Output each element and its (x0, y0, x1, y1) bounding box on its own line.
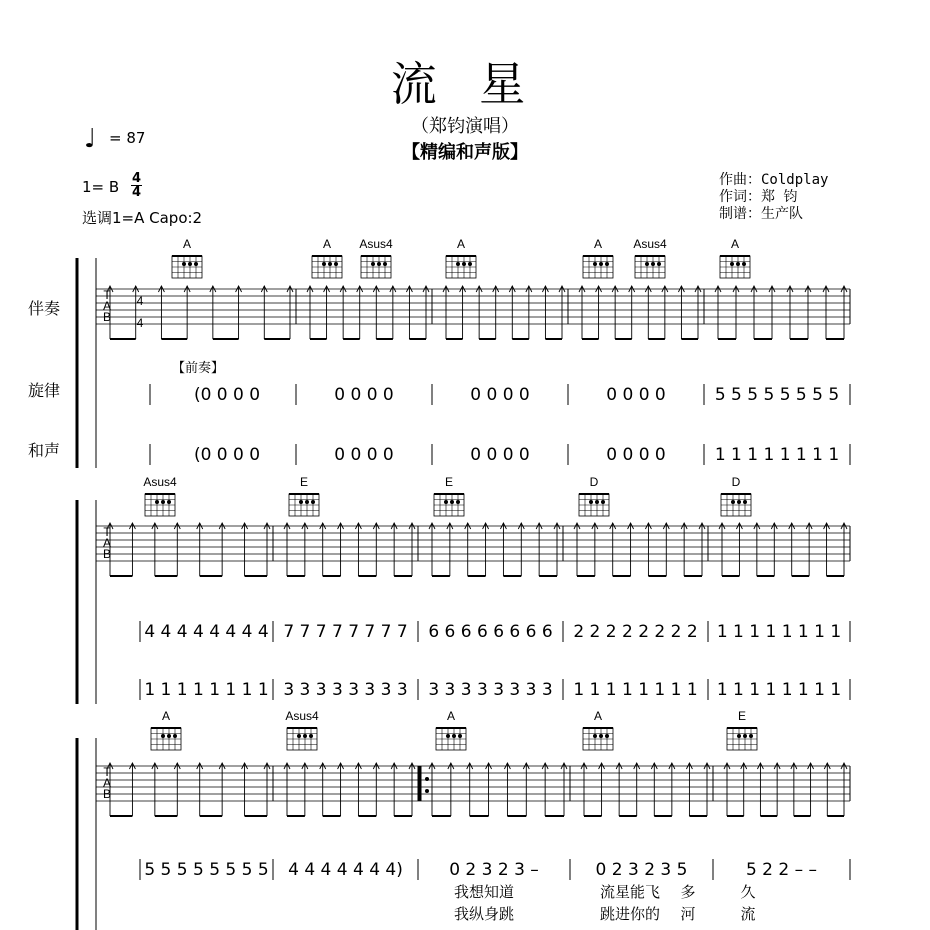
melody-s2-measure: 1 1 1 1 1 1 1 1 (716, 622, 842, 642)
time-sig-bottom: 4 (131, 185, 142, 200)
song-subtitle: （郑钧演唱） (411, 116, 519, 137)
finger-dot (377, 262, 381, 266)
finger-dot (456, 262, 460, 266)
part-label-harmony: 和声 (28, 441, 61, 460)
finger-dot (743, 734, 747, 738)
finger-dot (599, 734, 603, 738)
chord-name: A (161, 709, 171, 723)
lyric-line1: 久 (740, 883, 756, 901)
harmony-s1-measure: 0 0 0 0 (334, 445, 394, 465)
finger-dot (194, 262, 198, 266)
melody-s1-measure: (0 0 0 0 (193, 385, 261, 405)
melody-s3-measure: 0 2 3 2 3 5 (595, 860, 688, 880)
melody-s2-measure: 2 2 2 2 2 2 2 2 (573, 622, 698, 642)
chord-name: A (322, 237, 332, 251)
melody-s3-measure: 4 4 4 4 4 4 4) (288, 860, 403, 880)
chord-name: A (593, 709, 603, 723)
melody-s3-measure: 5 5 5 5 5 5 5 5 (144, 860, 269, 880)
tab-letter-T: T (103, 288, 111, 302)
finger-dot (743, 500, 747, 504)
harmony-s1-measure: 1 1 1 1 1 1 1 1 (714, 445, 840, 465)
quarter-note-icon: ♩ (84, 124, 97, 154)
lyric-line2: 河 (680, 905, 696, 923)
finger-dot (328, 262, 332, 266)
finger-dot (645, 262, 649, 266)
harmony-s1-measure: 0 0 0 0 (606, 445, 666, 465)
chord-name: Asus4 (359, 237, 393, 251)
transcriber-credit: 制谱：生产队 (719, 206, 803, 222)
finger-dot (155, 500, 159, 504)
chord-name: A (593, 237, 603, 251)
finger-dot (188, 262, 192, 266)
melody-s1-measure: 0 0 0 0 (470, 385, 530, 405)
finger-dot (456, 500, 460, 504)
finger-dot (322, 262, 326, 266)
chord-name: E (299, 475, 309, 489)
melody-s1-measure: 0 0 0 0 (606, 385, 666, 405)
key-signature: 1= B (82, 178, 120, 196)
melody-s2-measure: 4 4 4 4 4 4 4 4 (144, 622, 269, 642)
finger-dot (371, 262, 375, 266)
harmony-s2-measure: 3 3 3 3 3 3 3 3 (283, 680, 408, 700)
tab-letter-T: T (103, 525, 111, 539)
finger-dot (161, 500, 165, 504)
tab-letter-A: A (102, 536, 112, 550)
chord-name: D (589, 475, 599, 489)
tab-letter-A: A (102, 776, 112, 790)
lyric-line2: 我纵身跳 (453, 905, 515, 923)
melody-s3-measure: 0 2 3 2 3 – (449, 860, 539, 880)
lyric-line1: 流星能飞 (599, 883, 661, 901)
tab-letter-A: A (102, 299, 112, 313)
melody-s3-measure: 5 2 2 – – (745, 860, 818, 880)
finger-dot (462, 262, 466, 266)
finger-dot (589, 500, 593, 504)
tab-timesig-bottom: 4 (136, 316, 144, 330)
section-intro-label: 【前奏】 (172, 361, 225, 376)
tab-letter-B: B (102, 787, 112, 801)
finger-dot (309, 734, 313, 738)
harmony-s1-measure: (0 0 0 0 (193, 445, 261, 465)
finger-dot (444, 500, 448, 504)
harmony-s2-measure: 3 3 3 3 3 3 3 3 (428, 680, 553, 700)
finger-dot (161, 734, 165, 738)
tempo-value: = 87 (109, 129, 146, 147)
finger-dot (446, 734, 450, 738)
lyric-line1: 我想知道 (453, 883, 515, 901)
tab-timesig-top: 4 (136, 294, 144, 308)
tab-letter-B: B (102, 547, 112, 561)
song-title: 流 星 (390, 57, 540, 111)
chord-name: E (737, 709, 747, 723)
chord-name: E (444, 475, 454, 489)
capo-info: 选调1=A Capo:2 (82, 209, 203, 227)
finger-dot (311, 500, 315, 504)
finger-dot (749, 734, 753, 738)
finger-dot (601, 500, 605, 504)
finger-dot (173, 734, 177, 738)
lyric-line2: 流 (740, 905, 756, 923)
chord-name: D (731, 475, 741, 489)
finger-dot (303, 734, 307, 738)
repeat-dot (425, 789, 429, 793)
finger-dot (595, 500, 599, 504)
finger-dot (599, 262, 603, 266)
lyric-line2: 跳进你的 (599, 905, 661, 923)
lyricist-credit: 作词：郑 钧 (719, 189, 798, 205)
finger-dot (651, 262, 655, 266)
finger-dot (167, 500, 171, 504)
part-label-accompaniment: 伴奏 (28, 299, 61, 318)
tab-letter-B: B (102, 310, 112, 324)
finger-dot (167, 734, 171, 738)
chord-name: Asus4 (143, 475, 177, 489)
harmony-s2-measure: 1 1 1 1 1 1 1 1 (144, 680, 269, 700)
finger-dot (737, 500, 741, 504)
harmony-s1-measure: 0 0 0 0 (470, 445, 530, 465)
finger-dot (730, 262, 734, 266)
finger-dot (182, 262, 186, 266)
finger-dot (334, 262, 338, 266)
finger-dot (737, 734, 741, 738)
finger-dot (383, 262, 387, 266)
part-label-melody: 旋律 (28, 381, 61, 400)
lyric-line1: 多 (680, 883, 696, 901)
finger-dot (605, 262, 609, 266)
finger-dot (731, 500, 735, 504)
finger-dot (305, 500, 309, 504)
chord-name: A (446, 709, 456, 723)
harmony-s2-measure: 1 1 1 1 1 1 1 1 (573, 680, 698, 700)
finger-dot (297, 734, 301, 738)
edition-label: 【精编和声版】 (402, 142, 528, 163)
finger-dot (593, 262, 597, 266)
chord-name: Asus4 (285, 709, 319, 723)
finger-dot (450, 500, 454, 504)
harmony-s2-measure: 1 1 1 1 1 1 1 1 (716, 680, 842, 700)
composer-credit: 作曲：Coldplay (719, 172, 829, 188)
finger-dot (458, 734, 462, 738)
finger-dot (605, 734, 609, 738)
melody-s1-measure: 5 5 5 5 5 5 5 5 (714, 385, 840, 405)
finger-dot (742, 262, 746, 266)
finger-dot (468, 262, 472, 266)
finger-dot (593, 734, 597, 738)
repeat-dot (425, 777, 429, 781)
finger-dot (299, 500, 303, 504)
melody-s1-measure: 0 0 0 0 (334, 385, 394, 405)
chord-name: Asus4 (633, 237, 667, 251)
finger-dot (736, 262, 740, 266)
finger-dot (452, 734, 456, 738)
time-sig-top: 4 (131, 171, 142, 186)
melody-s2-measure: 6 6 6 6 6 6 6 6 (428, 622, 553, 642)
tab-letter-T: T (103, 765, 111, 779)
chord-name: A (182, 237, 192, 251)
finger-dot (657, 262, 661, 266)
melody-s2-measure: 7 7 7 7 7 7 7 7 (283, 622, 408, 642)
chord-name: A (730, 237, 740, 251)
chord-name: A (456, 237, 466, 251)
